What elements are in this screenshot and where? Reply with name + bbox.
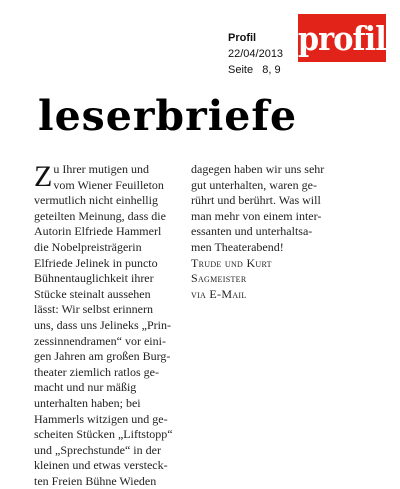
letter-text-line: theater ziemlich ratlos ge- [34, 364, 159, 379]
profil-logo [298, 14, 386, 62]
letter-text-line: man mehr von einem inter- [191, 208, 322, 223]
letter-text-line: die Nobelpreisträgerin [34, 239, 142, 254]
letter-text-line: geteilten Meinung, dass die [34, 208, 166, 223]
letter-text-line: und „Sprechstunde“ in der [34, 442, 161, 457]
letter-text-line: vermutlich nicht einhellig [34, 193, 158, 208]
letter-text-line: macht und nur mäßig [34, 380, 137, 395]
letter-text-line: uns, dass uns Jelineks „Prin- [34, 317, 171, 332]
letter-text-line: zessinnendramen“ vor eini- [34, 333, 166, 348]
letter-text-line: gen Jahren am großen Burg- [34, 349, 171, 364]
letter-column-right [191, 162, 341, 302]
letter-text-line: gut unterhalten, waren ge- [191, 177, 317, 192]
letter-body-right [191, 162, 341, 256]
letter-text-line: Stücke steinalt aussehen [34, 286, 151, 301]
publication-date: 22/04/2013 [228, 48, 284, 60]
letter-text-line: vom Wiener Feuilleton [53, 177, 164, 192]
letter-text-line: Autorin Elfriede Hammerl [34, 224, 162, 239]
letter-text-line: scheiten Stücken „Liftstopp“ [34, 427, 173, 442]
publication-name: Profil [228, 32, 257, 44]
letter-text-line: dagegen haben wir uns sehr [191, 162, 325, 176]
letter-column-left [34, 162, 176, 489]
letter-text-line: essanten und unterhaltsa- [191, 224, 313, 239]
letter-text-line: kleinen und etwas versteck- [34, 458, 168, 473]
letter-signature [191, 256, 341, 303]
letter-text-line: ten Freien Bühne Wieden [34, 473, 157, 488]
logo-text: profil [297, 18, 387, 58]
letter-body-left [34, 162, 176, 489]
letter-text-line: rührt und berührt. Was will [191, 193, 321, 208]
letter-text-line: u Ihrer mutigen und [53, 162, 149, 176]
drop-cap: Z [34, 160, 53, 193]
letter-text-line: Bühnentauglichkeit ihrer [34, 271, 154, 286]
letter-text-line: Elfriede Jelinek in puncto [34, 255, 158, 270]
letter-text-line: unterhalten haben; bei [34, 395, 141, 410]
article-meta [228, 30, 283, 78]
signature-line: Trude und Kurt [191, 255, 272, 270]
letter-text-line: lässt: Wir selbst erinnern [34, 302, 153, 317]
letter-text-line: men Theaterabend! [191, 239, 284, 254]
signature-line: via E-Mail [191, 286, 247, 301]
signature-line: Sagmeister [191, 271, 247, 286]
section-title: leserbriefe [38, 92, 298, 140]
letter-text-line: Hammerls witzigen und ge- [34, 411, 168, 426]
page-numbers: Seite 8, 9 [228, 64, 281, 76]
